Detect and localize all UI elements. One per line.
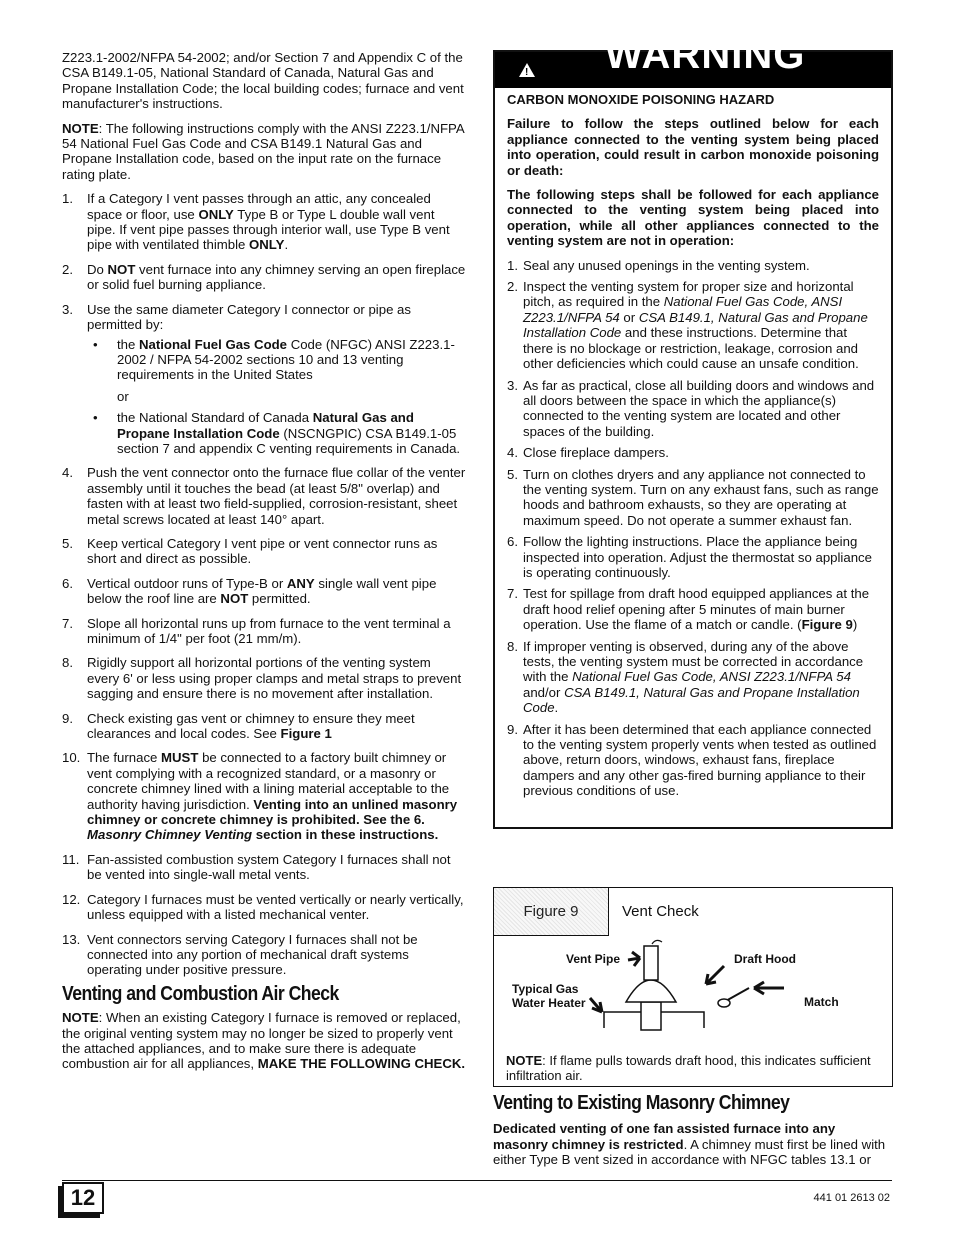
item-text: Fan-assisted combustion system Category I furnaces shall not be vented into single-wall metal vents. [87, 851, 451, 883]
instruction-list [62, 191, 466, 977]
left-column [62, 50, 466, 1081]
step-number: 7. [507, 586, 518, 602]
bullet-item [87, 410, 466, 456]
bullet-bold: National Fuel Gas Code [139, 336, 288, 352]
step-text: Seal any unused openings in the venting system. [523, 257, 810, 273]
bullet-bold: Natural Gas and Propane Installation Code [117, 410, 414, 441]
figure-reference-link[interactable]: Figure 9 [801, 617, 853, 633]
item-number: 9. [62, 710, 73, 726]
section-heading-air-check: Venting and Combustion Air Check [62, 982, 339, 1005]
vent-collar [641, 1002, 661, 1030]
hazard-heading: CARBON MONOXIDE POISONING HAZARD [507, 92, 775, 107]
document-number: 441 01 2613 02 [813, 1192, 890, 1204]
list-item [62, 892, 466, 923]
figure-tab: Figure 9 [494, 888, 609, 936]
step-number: 3. [507, 377, 518, 393]
note-text: : If flame pulls towards draft hood, this indicates sufficient infiltration air. [506, 1053, 871, 1083]
right-column [493, 33, 893, 829]
smoke-curl [652, 940, 662, 944]
step-text: As far as practical, close all building doors and windows and all doors between the space in which the appliance(s) connected to the venting system are located and other spaces of the building. [523, 377, 875, 439]
step-number: 9. [507, 721, 518, 737]
item-text: . [284, 237, 289, 253]
item-text: single wall vent pipe below the roof line are [87, 575, 437, 607]
item-text: be connected to a factory built chimney or vent complying with a recognized standard, or a masonry or concrete chimney lined with a lining material acceptable to the authority having jurisdiction. [87, 750, 450, 812]
step-text: Close fireplace dampers. [523, 445, 669, 461]
item-number: 6. [62, 575, 73, 591]
step-text: After it has been determined that each appliance connected to the venting system properly vents when tested as outlined above, return doors, windows, exhaust fans, fireplace dampers and any other gas-fired burning appliance to their previous conditions of use. [523, 721, 877, 799]
note-paragraph [62, 121, 466, 183]
figure-reference-link[interactable]: Figure 1 [280, 726, 332, 742]
bullet-text: the National Standard of Canada [117, 410, 313, 426]
item-bold: Venting into an unlined masonry chimney or concrete chimney is prohibited. See the 6. [87, 796, 458, 828]
item-text: Check existing gas vent or chimney to ensure they meet clearances and local codes. See [87, 710, 415, 742]
step-text: If improper venting is observed, during any of the above tests, the venting system must be corrected in accordance with the [523, 638, 864, 685]
bullet-list [87, 337, 466, 383]
bullet-dot: • [93, 336, 98, 352]
step-text: or [619, 309, 639, 325]
item-text: vent furnace into any chimney serving an open fireplace or solid fuel burning appliance. [87, 261, 466, 293]
step-item [507, 639, 879, 716]
bullet-text: (NSCNGPIC) CSA B149.1-05 section 7 and appendix C venting requirements in Canada. [117, 425, 461, 456]
step-item [507, 534, 879, 580]
step-number: 1. [507, 257, 518, 273]
item-number: 11. [62, 851, 80, 867]
intro-paragraph: Z223.1-2002/NFPA 54-2002; and/or Section 7 and Appendix C of the CSA B149.1-05, National Standard of Canada, Natural Gas and Propane Installation Code; the local building codes; furnace and vent manufacturer's instructions. [62, 50, 464, 112]
step-item [507, 467, 879, 529]
item-text: Push the vent connector onto the furnace flue collar of the venter assembly until it touches the bead (at least 5/8" overlap) and fasten with at least two field-supplied, corrosion-resistant, sheet metal screws located at least 140° apart. [87, 465, 466, 527]
item-text: Do [87, 261, 108, 277]
list-item [62, 750, 466, 842]
bullet-list [87, 410, 466, 456]
flame-icon [718, 999, 730, 1007]
section-heading-masonry: Venting to Existing Masonry Chimney [493, 1092, 790, 1114]
step-text: Inspect the venting system for proper size and horizontal pitch, as required in the [523, 279, 854, 310]
step-italic: National Fuel Gas Code, ANSI Z223.1/NFPA 54 [523, 294, 843, 325]
step-number: 2. [507, 279, 518, 295]
step-number: 6. [507, 534, 518, 550]
warning-title: WARNING [605, 33, 806, 77]
list-item [62, 262, 466, 293]
list-item [62, 465, 466, 527]
list-item [62, 536, 466, 567]
step-italic: CSA B149.1, Natural Gas and Propane Installation Code [523, 684, 860, 716]
vent-pipe-arrow [628, 952, 640, 966]
figure-note [506, 1053, 886, 1083]
list-item [62, 616, 466, 647]
masonry-paragraph [493, 1121, 893, 1167]
warning-triangle-mark: ! [525, 67, 529, 78]
item-text: The furnace [87, 750, 162, 766]
note-text: : The following instructions comply with the ANSI Z223.1/NFPA 54 National Fuel Gas Code and CSA B149.1 Natural Gas and Propane Installation code, based on the input rate on the furnace rating plate. [62, 120, 464, 182]
list-item [62, 852, 466, 883]
item-number: 7. [62, 615, 73, 631]
step-italic: CSA B149.1, Natural Gas and Propane Installation Code [523, 309, 868, 341]
item-number: 8. [62, 655, 73, 671]
label-match: Match [804, 995, 839, 1009]
masonry-bold: Dedicated venting of one fan assisted furnace into any masonry chimney is restricted [493, 1121, 836, 1152]
list-item [62, 655, 466, 701]
step-text: Test for spillage from draft hood equipped appliances at the draft hood relief opening after 5 minutes of main burner operation. Use the flame of a match or candle. ( [523, 586, 870, 633]
step-text: and these instructions. Determine that there is no blockage or restriction, leakage, corrosion and other deficiencies which could cause an unsafe condition. [523, 325, 859, 372]
item-bold: NOT [107, 261, 136, 277]
warning-paragraph: The following steps shall be followed for each appliance connected to the venting system being placed into operation, while all other appliances connected to the venting system are not in operation: [507, 187, 879, 249]
figure-title: Vent Check [622, 903, 699, 920]
bullet-text: Code (NFGC) ANSI Z223.1-2002 / NFPA 54-2002 sections 10 and 13 venting requirements in the United States [117, 336, 455, 383]
warning-banner [495, 33, 891, 88]
item-text: Slope all horizontal runs up from furnace to the vent terminal a minimum of 1/4" per foot (21 mm/m). [87, 615, 451, 646]
step-text: ) [852, 617, 858, 633]
figure-9 [493, 887, 893, 1087]
footer-rule [62, 1180, 892, 1181]
step-text: and/or [523, 684, 565, 700]
warning-steps [507, 258, 879, 799]
note-label: NOTE [506, 1053, 543, 1068]
item-number: 2. [62, 261, 73, 277]
step-number: 4. [507, 445, 518, 461]
step-item [507, 279, 879, 371]
bullet-text: the [117, 336, 139, 352]
draft-hood [626, 980, 676, 1002]
draft-hood-arrow [706, 966, 724, 984]
item-bold: MUST [161, 750, 199, 766]
warning-triangle-icon [519, 63, 535, 77]
item-number: 3. [62, 301, 73, 317]
step-item [507, 722, 879, 799]
item-text: Use the same diameter Category I connector or pipe as permitted by: [87, 301, 411, 333]
item-number: 10. [62, 750, 81, 766]
item-text: Category I furnaces must be vented vertically or nearly vertically, unless equipped with a listed mechanical venter. [87, 891, 464, 923]
bullet-item [87, 337, 466, 383]
item-bold: section in these instructions. [252, 827, 439, 843]
or-text: or [117, 388, 129, 404]
note-label: NOTE [62, 120, 99, 136]
note-label: NOTE [62, 1010, 99, 1026]
item-bold: ONLY [249, 237, 285, 253]
item-number: 1. [62, 191, 73, 207]
step-item [507, 445, 879, 460]
air-note-paragraph [62, 1010, 466, 1072]
item-text: Vent connectors serving Category I furnaces shall not be connected into any portion of mechanical draft systems operating under positive pressure. [87, 931, 418, 978]
item-number: 13. [62, 931, 81, 947]
step-text: Turn on clothes dryers and any appliance not connected to the venting system. Turn on any exhaust fans, such as range hoods and bathroom exhausts, so they are operating at maximum speed. Do not operate a summer exhaust fan. [523, 466, 879, 528]
item-text: Type B or Type L double wall vent pipe. If vent pipe passes through interior wall, use Type B vent pipe with ventilated thimble [87, 206, 450, 253]
step-number: 8. [507, 638, 518, 654]
water-heater-arrow [590, 998, 602, 1012]
item-number: 4. [62, 465, 73, 481]
item-bold: NOT [220, 591, 249, 607]
item-number: 12. [62, 891, 81, 907]
vent-pipe [644, 946, 658, 980]
step-item [507, 586, 879, 632]
masonry-section [493, 1092, 893, 1177]
item-bold: ONLY [198, 206, 234, 222]
list-item [62, 191, 466, 253]
step-item [507, 378, 879, 440]
item-text: Keep vertical Category I vent pipe or vent connector runs as short and direct as possible. [87, 535, 438, 567]
step-italic: National Fuel Gas Code, ANSI Z223.1/NFPA 54 [572, 669, 851, 685]
step-text: Follow the lighting instructions. Place the appliance being inspected into operation. Adjust the thermostat so appliance is operating continuously. [523, 534, 872, 580]
masonry-text: . A chimney must first be lined with either Type B vent sized in accordance with NFGC tables 13.1 or [493, 1136, 886, 1168]
list-item [62, 576, 466, 607]
warning-paragraph: Failure to follow the steps outlined below for each appliance connected to the venting system being placed into operation, could result in carbon monoxide poisoning or death: [507, 116, 879, 178]
item-number: 5. [62, 535, 73, 551]
note-bold: MAKE THE FOLLOWING CHECK. [257, 1056, 466, 1072]
list-item [62, 932, 466, 978]
item-text: Rigidly support all horizontal portions of the venting system every 6' or less using proper clamps and metal straps to prevent sagging and ensure there is no movement after installation. [87, 655, 462, 702]
match-arrow [754, 982, 784, 994]
label-water-heater-line2: Water Heater [512, 996, 586, 1010]
bullet-dot: • [93, 410, 98, 426]
section-reference-link[interactable]: Masonry Chimney Venting [87, 827, 253, 843]
label-draft-hood: Draft Hood [734, 952, 796, 966]
page-number: 12 [62, 1182, 104, 1214]
item-text: permitted. [248, 591, 311, 607]
step-item [507, 258, 879, 273]
item-text: Vertical outdoor runs of Type-B or [87, 575, 287, 591]
warning-box [493, 33, 893, 829]
step-number: 5. [507, 466, 518, 482]
step-text: . [554, 700, 559, 716]
list-item [62, 302, 466, 457]
label-water-heater-line1: Typical Gas [512, 982, 579, 996]
item-text: If a Category I vent passes through an attic, any concealed space or floor, use [87, 191, 431, 222]
item-bold: ANY [286, 575, 315, 591]
label-vent-pipe: Vent Pipe [566, 952, 621, 966]
note-text: : When an existing Category I furnace is removed or replaced, the original venting system may no longer be sized to properly vent the attached appliances, and to make sure there is adequate combustion air for all appliances, [62, 1010, 461, 1072]
list-item [62, 711, 466, 742]
